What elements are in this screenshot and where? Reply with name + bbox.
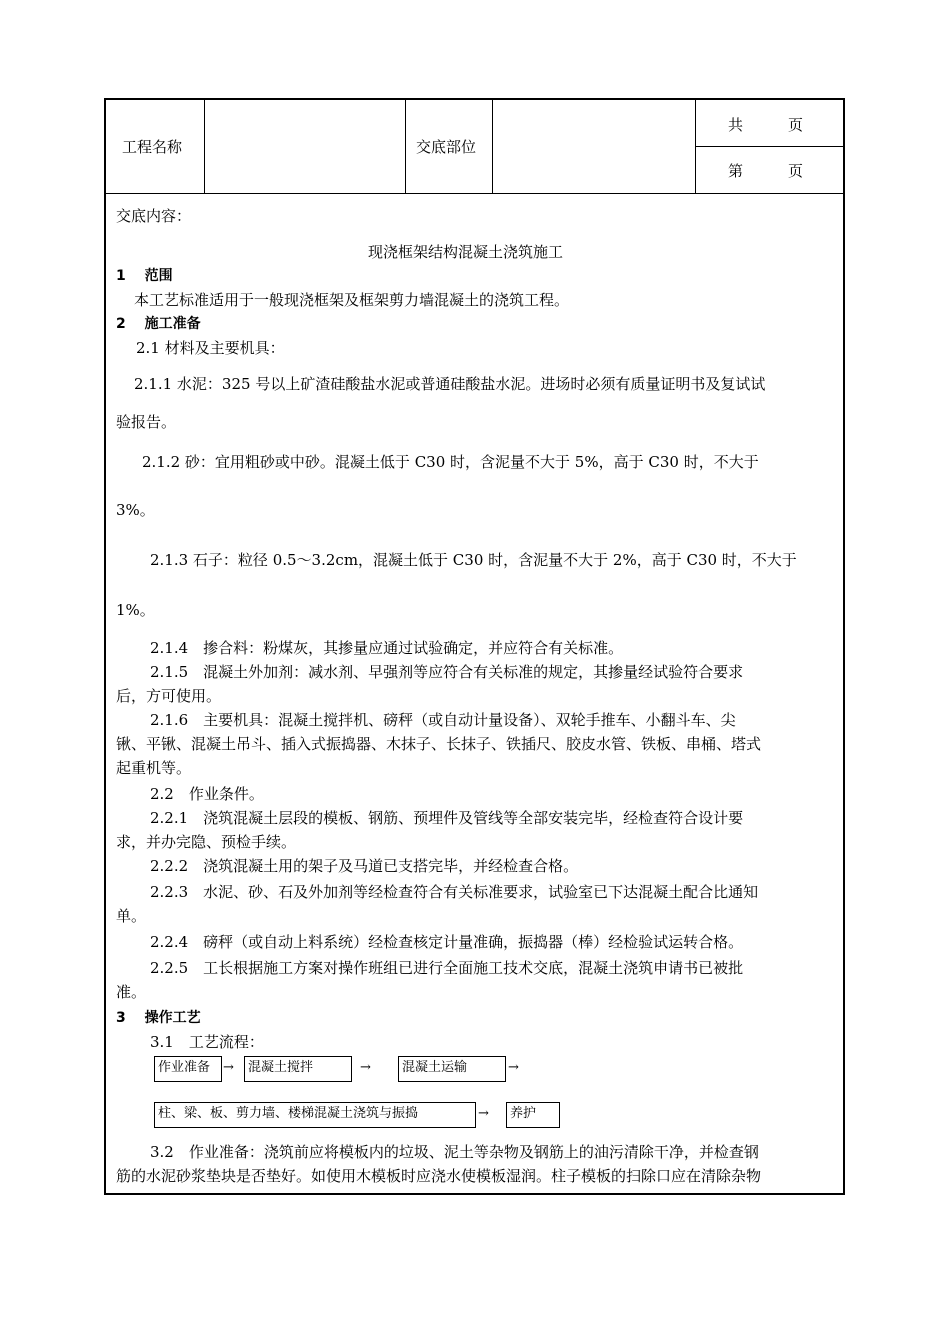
flow-step-transport: 混凝土运输 (398, 1056, 506, 1082)
doc-title: 现浇框架结构混凝土浇筑施工 (368, 243, 564, 261)
handover-part-value[interactable] (493, 100, 695, 193)
project-name-value[interactable] (205, 100, 405, 193)
paragraph: 筋的水泥砂浆垫块是否垫好。如使用木模板时应浇水使模板湿润。柱子模板的扫除口应在清除杂物 (116, 1167, 762, 1185)
flow-arrow: → (508, 1060, 519, 1075)
paragraph: 准。 (116, 983, 147, 1001)
flow-arrow: → (360, 1060, 371, 1075)
document-frame (104, 98, 845, 1195)
paragraph: 2.1.2 砂：宜用粗砂或中砂。混凝土低于 C30 时，含泥量不大于 5%，高于 C30 时，不大于 (142, 453, 759, 471)
paragraph: 2.2.2 浇筑混凝土用的架子及马道已支搭完毕，并经检查合格。 (150, 857, 579, 875)
header-table (106, 100, 843, 194)
paragraph: 2.2.3 水泥、砂、石及外加剂等经检查符合有关标准要求，试验室已下达混凝土配合比通知 (150, 883, 759, 901)
paragraph: 2.1.3 石子：粒径 0.5～3.2cm，混凝土低于 C30 时，含泥量不大于 2%，高于 C30 时，不大于 (150, 551, 797, 569)
paragraph: 后，方可使用。 (116, 687, 222, 705)
paragraph: 2.2 作业条件。 (150, 785, 264, 803)
flow-arrow: → (478, 1106, 489, 1121)
paragraph: 2.1.5 混凝土外加剂：减水剂、早强剂等应符合有关标准的规定，其掺量经试验符合要求 (150, 663, 744, 681)
section-1-text: 本工艺标准适用于一般现浇框架及框架剪力墙混凝土的浇筑工程。 (134, 291, 570, 309)
paragraph: 3%。 (116, 501, 155, 519)
project-name-label: 工程名称 (122, 138, 183, 156)
content-label: 交底内容： (116, 207, 192, 225)
paragraph: 2.2.5 工长根据施工方案对操作班组已进行全面施工技术交底，混凝土浇筑申请书已被批 (150, 959, 744, 977)
section-1-title: 1 范围 (116, 268, 173, 284)
paragraph: 2.1.6 主要机具：混凝土搅拌机、磅秤（或自动计量设备）、双轮手推车、小翻斗车、尖 (150, 711, 736, 729)
flow-step-mixing: 混凝土搅拌 (244, 1056, 352, 1082)
paragraph: 锹、平锹、混凝土吊斗、插入式振捣器、木抹子、长抹子、铁插尺、胶皮水管、铁板、串桶、塔式 (116, 735, 762, 753)
section-2-title: 2 施工准备 (116, 316, 201, 332)
divider (695, 146, 843, 147)
paragraph: 3.1 工艺流程： (150, 1033, 264, 1051)
divider (405, 100, 406, 193)
flow-step-prep: 作业准备 (154, 1056, 222, 1082)
handover-part-label: 交底部位 (416, 138, 477, 156)
paragraph: 2.1.1 水泥：325 号以上矿渣硅酸盐水泥或普通硅酸盐水泥。进场时必须有质量证明书及复试试 (134, 375, 766, 393)
paragraph: 2.1.4 掺合料：粉煤灰，其掺量应通过试验确定，并应符合有关标准。 (150, 639, 624, 657)
paragraph: 1%。 (116, 601, 155, 619)
paragraph: 单。 (116, 907, 147, 925)
page-number-label: 第 页 (728, 162, 804, 180)
total-pages-label: 共 页 (728, 116, 804, 134)
flow-step-pouring: 柱、梁、板、剪力墙、楼梯混凝土浇筑与振捣 (154, 1102, 476, 1128)
flow-step-curing: 养护 (506, 1102, 560, 1128)
paragraph: 2.2.1 浇筑混凝土层段的模板、钢筋、预埋件及管线等全部安装完毕，经检查符合设计要 (150, 809, 744, 827)
paragraph: 2.1 材料及主要机具： (136, 339, 285, 357)
paragraph: 起重机等。 (116, 759, 192, 777)
section-3-title: 3 操作工艺 (116, 1010, 201, 1026)
paragraph: 求，并办完隐、预检手续。 (116, 833, 297, 851)
paragraph: 3.2 作业准备：浇筑前应将模板内的垃圾、泥土等杂物及钢筋上的油污清除干净，并检查钢 (150, 1143, 759, 1161)
paragraph: 验报告。 (116, 413, 177, 431)
flow-arrow: → (223, 1060, 234, 1075)
paragraph: 2.2.4 磅秤（或自动上料系统）经检查核定计量准确，振捣器（棒）经检验试运转合格。 (150, 933, 744, 951)
